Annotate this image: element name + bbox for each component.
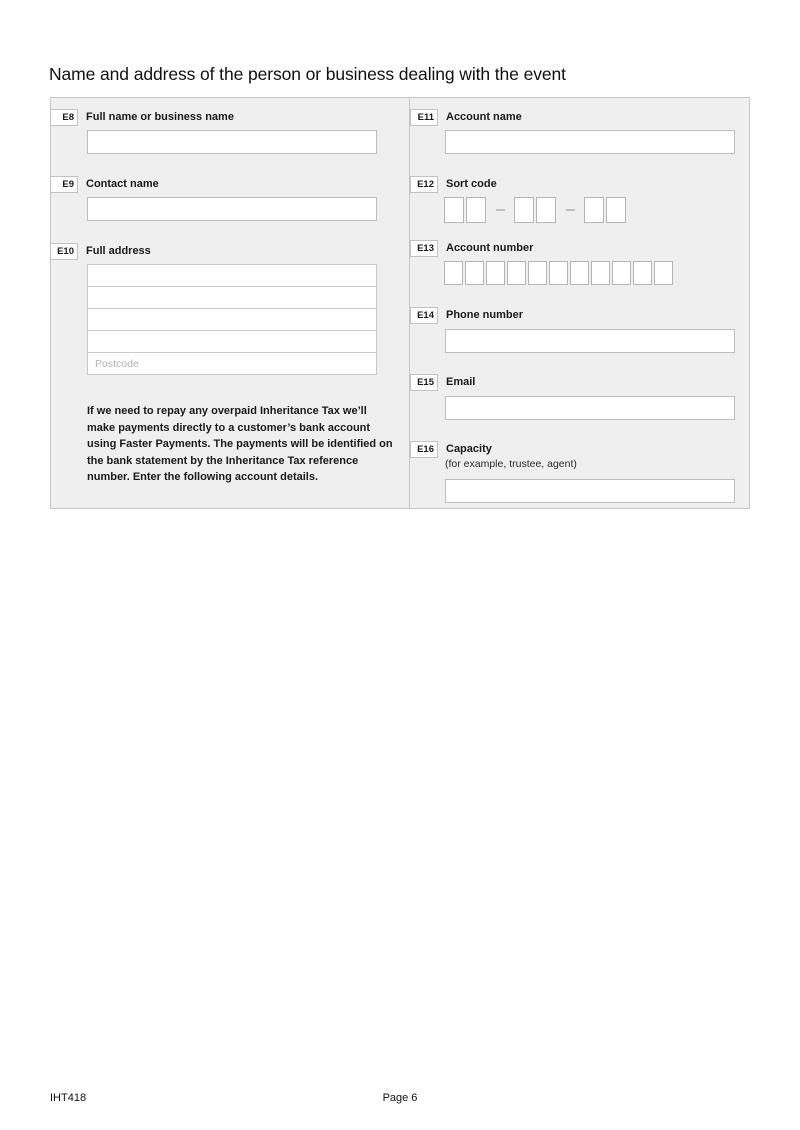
field-row-full-address xyxy=(50,243,151,260)
capacity-input[interactable] xyxy=(445,479,735,503)
field-row-phone xyxy=(410,307,523,324)
sort-code-dash xyxy=(488,197,512,223)
field-ref-e9: E9 xyxy=(50,176,78,193)
field-label-capacity: Capacity xyxy=(446,443,492,455)
field-label-full-name: Full name or business name xyxy=(86,111,234,123)
account-number-box[interactable] xyxy=(444,261,463,285)
address-line-input[interactable] xyxy=(87,308,377,331)
sort-code-box[interactable] xyxy=(466,197,486,223)
sort-code-group xyxy=(444,197,488,223)
field-row-full-name xyxy=(50,109,234,126)
page-number: Page 6 xyxy=(382,1092,418,1104)
account-number-box[interactable] xyxy=(591,261,610,285)
sort-code-boxes xyxy=(444,197,628,223)
field-label-sort-code: Sort code xyxy=(446,178,497,190)
account-number-box[interactable] xyxy=(612,261,631,285)
field-row-account-number xyxy=(410,240,533,257)
form-id-label: IHT418 xyxy=(50,1092,87,1104)
account-number-box[interactable] xyxy=(486,261,505,285)
field-ref-e16: E16 xyxy=(410,441,438,458)
email-input[interactable] xyxy=(445,396,735,420)
address-line-input[interactable] xyxy=(87,264,377,287)
field-label-phone: Phone number xyxy=(446,309,524,321)
field-row-sort-code xyxy=(410,176,497,193)
page-title: Name and address of the person or business dealing with the event xyxy=(49,64,566,84)
sort-code-box[interactable] xyxy=(606,197,626,223)
account-number-box[interactable] xyxy=(507,261,526,285)
account-number-box[interactable] xyxy=(465,261,484,285)
field-row-capacity xyxy=(410,441,492,458)
field-ref-e14: E14 xyxy=(410,307,438,324)
sort-code-dash xyxy=(558,197,582,223)
capacity-hint: (for example, trustee, agent) xyxy=(445,458,577,470)
address-lines xyxy=(87,264,377,353)
sort-code-box[interactable] xyxy=(444,197,464,223)
field-row-contact-name xyxy=(50,176,159,193)
sort-code-group xyxy=(584,197,628,223)
sort-code-group xyxy=(514,197,558,223)
field-ref-e11: E11 xyxy=(410,109,438,126)
sort-code-box[interactable] xyxy=(536,197,556,223)
sort-code-box[interactable] xyxy=(584,197,604,223)
field-ref-e15: E15 xyxy=(410,374,438,391)
address-line-input[interactable] xyxy=(87,330,377,353)
field-row-email xyxy=(410,374,475,391)
form-panel xyxy=(50,97,750,509)
field-ref-e12: E12 xyxy=(410,176,438,193)
field-ref-e8: E8 xyxy=(50,109,78,126)
repayment-note: If we need to repay any overpaid Inheritance Tax we’ll make payments directly to a customer’s bank account using Faster Payments. The payments will be identified on the bank statement by the Inheritance Tax reference number. Enter the following account details. xyxy=(87,405,393,484)
account-number-box[interactable] xyxy=(549,261,568,285)
field-ref-e13: E13 xyxy=(410,240,438,257)
phone-number-input[interactable] xyxy=(445,329,735,353)
address-block xyxy=(87,264,377,375)
account-name-input[interactable] xyxy=(445,130,735,154)
account-number-box[interactable] xyxy=(633,261,652,285)
account-number-box[interactable] xyxy=(570,261,589,285)
field-ref-e10: E10 xyxy=(50,243,78,260)
field-label-account-number: Account number xyxy=(446,242,534,254)
sort-code-box[interactable] xyxy=(514,197,534,223)
field-label-contact-name: Contact name xyxy=(86,178,159,190)
account-number-box[interactable] xyxy=(654,261,673,285)
field-label-full-address: Full address xyxy=(86,245,151,257)
postcode-input[interactable] xyxy=(87,352,377,375)
address-line-input[interactable] xyxy=(87,286,377,309)
account-number-boxes xyxy=(444,261,675,285)
full-name-input[interactable] xyxy=(87,130,377,154)
field-label-account-name: Account name xyxy=(446,111,522,123)
field-row-account-name xyxy=(410,109,522,126)
account-number-box[interactable] xyxy=(528,261,547,285)
contact-name-input[interactable] xyxy=(87,197,377,221)
field-label-email: Email xyxy=(446,376,476,388)
